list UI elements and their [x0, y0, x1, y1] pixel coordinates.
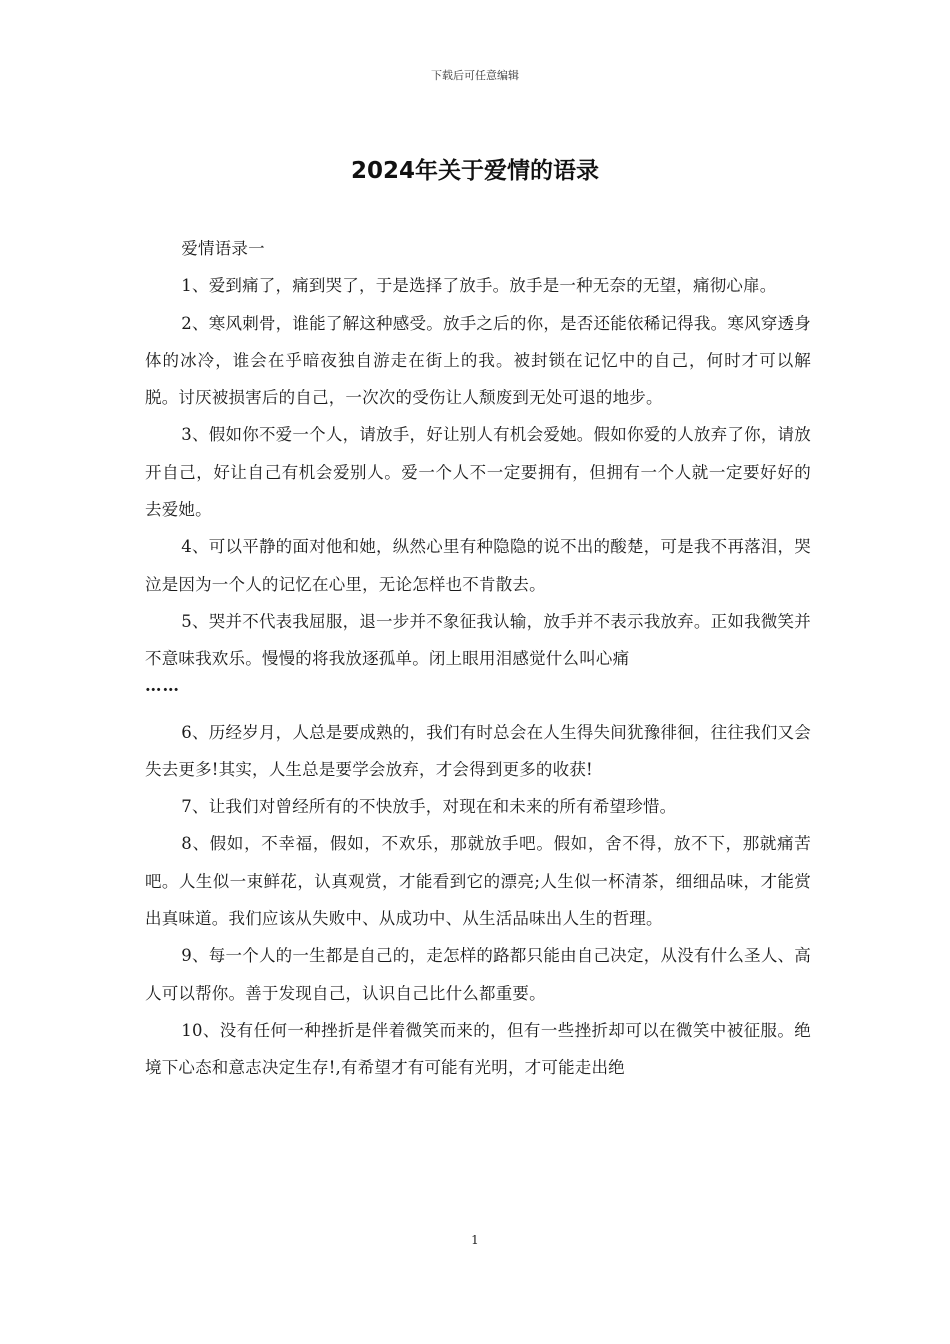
header-note: 下载后可任意编辑: [431, 69, 519, 82]
section-heading: 爱情语录一: [181, 239, 265, 258]
paragraph-5-ellipsis: ……: [145, 675, 180, 695]
paragraph-5: 5、哭并不代表我屈服，退一步并不象征我认输，放手并不表示我放弃。正如我微笑并不意味我欢乐。慢慢的将我放逐孤单。闭上眼用泪感觉什么叫心痛: [145, 611, 811, 669]
paragraph-4: 4、可以平静的面对他和她，纵然心里有种隐隐的说不出的酸楚，可是我不再落泪，哭泣是因为一个人的记忆在心里，无论怎样也不肯散去。: [145, 537, 811, 594]
paragraph-9: 9、每一个人的一生都是自己的，走怎样的路都只能由自己决定，从没有什么圣人、高人可以帮你。善于发现自己，认识自己比什么都重要。: [145, 946, 811, 1003]
paragraph-1: 1、爱到痛了，痛到哭了，于是选择了放手。放手是一种无奈的无望，痛彻心扉。: [181, 276, 777, 296]
paragraph-8: 8、假如，不幸福，假如，不欢乐，那就放手吧。假如，舍不得，放不下，那就痛苦吧。人生似一束鲜花，认真观赏，才能看到它的漂亮;人生似一杯清茶，细细品味，才能赏出真味道。我们应该从失败中、从成功中、从生活品味出人生的哲理。: [145, 834, 811, 929]
page-number: 1: [471, 1233, 479, 1247]
paragraph-10: 10、没有任何一种挫折是伴着微笑而来的，但有一些挫折却可以在微笑中被征服。绝境下心态和意志决定生存!,有希望才有可能有光明，才可能走出绝: [145, 1020, 811, 1078]
paragraph-2: 2、寒风刺骨，谁能了解这种感受。放手之后的你，是否还能依稀记得我。寒风穿透身体的冰冷，谁会在乎暗夜独自游走在街上的我。被封锁在记忆中的自己，何时才可以解脱。讨厌被损害后的自己，一次次的受伤让人颓废到无处可退的地步。: [145, 313, 811, 408]
document-title: 2024年关于爱情的语录: [350, 158, 599, 184]
paragraph-7: 7、让我们对曾经所有的不快放手，对现在和未来的所有希望珍惜。: [181, 797, 677, 817]
paragraph-3: 3、假如你不爱一个人，请放手，好让别人有机会爱她。假如你爱的人放弃了你，请放开自己，好让自己有机会爱别人。爱一个人不一定要拥有，但拥有一个人就一定要好好的去爱她。: [145, 425, 811, 520]
document-body: [145, 230, 811, 1087]
paragraph-6: 6、历经岁月，人总是要成熟的，我们有时总会在人生得失间犹豫徘徊，往往我们又会失去更多!其实，人生总是要学会放弃，才会得到更多的收获!: [145, 722, 811, 779]
